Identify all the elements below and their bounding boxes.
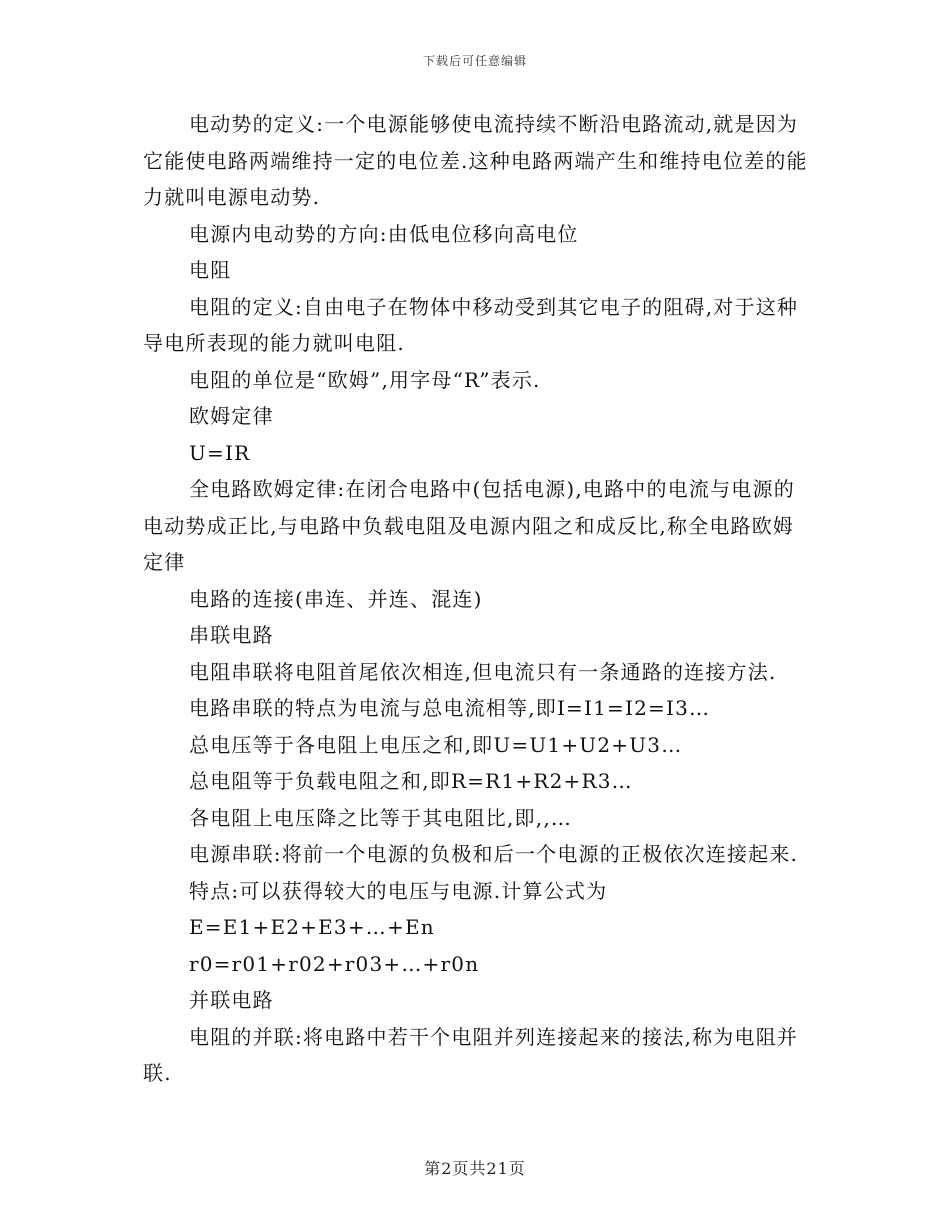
heading-ohms-law: 欧姆定律 xyxy=(189,404,274,428)
paragraph-series-resistor: 电阻串联将电阻首尾依次相连,但电流只有一条通路的连接方法. xyxy=(189,659,777,684)
paragraph-series-current: 电路串联的特点为电流与总电流相等,即I=I1=I2=I3… xyxy=(189,696,711,720)
formula-internal-resistance-sum: r0=r01+r02+r03+…+r0n xyxy=(189,951,480,976)
formula-emf-sum: E=E1+E2+E3+…+En xyxy=(189,915,435,939)
paragraph-emf-direction: 电源内电动势的方向:由低电位移向高电位 xyxy=(189,221,579,246)
paragraph-series-voltage-ratio: 各电阻上电压降之比等于其电阻比,即,,… xyxy=(189,805,573,830)
paragraph-full-circuit-ohms-law: 全电路欧姆定律:在闭合电路中(包括电源),电路中的电流与电源的电动势成正比,与电路中负载电阻及电源内阻之和成反比,称全电路欧姆定律 xyxy=(143,477,795,574)
heading-parallel-circuit: 并联电路 xyxy=(189,988,274,1012)
paragraph-series-resistance: 总电阻等于负载电阻之和,即R=R1+R2+R3… xyxy=(189,769,633,793)
page-footer: 第2页共21页 xyxy=(424,1159,526,1178)
heading-resistance: 电阻 xyxy=(189,258,232,282)
paragraph-series-voltage: 总电压等于各电阻上电压之和,即U=U1+U2+U3… xyxy=(189,732,683,757)
paragraph-series-source: 电源串联:将前一个电源的负极和后一个电源的正极依次连接起来. xyxy=(189,842,799,866)
formula-ohms-law: U=IR xyxy=(189,440,251,465)
document-body xyxy=(143,106,808,1092)
paragraph-series-source-feature: 特点:可以获得较大的电压与电源.计算公式为 xyxy=(189,878,608,903)
paragraph-resistance-definition: 电阻的定义:自由电子在物体中移动受到其它电子的阻碍,对于这种导电所表现的能力就叫电阻. xyxy=(143,294,799,355)
paragraph-resistance-unit: 电阻的单位是“欧姆”,用字母“R”表示. xyxy=(189,367,541,392)
paragraph-emf-definition: 电动势的定义:一个电源能够使电流持续不断沿电路流动,就是因为它能使电路两端维持一定的电位差.这种电路两端产生和维持电位差的能力就叫电源电动势. xyxy=(143,112,808,209)
paragraph-parallel-resistor: 电阻的并联:将电路中若干个电阻并列连接起来的接法,称为电阻并联. xyxy=(143,1024,799,1085)
heading-series-circuit: 串联电路 xyxy=(189,623,274,647)
page-header: 下载后可任意编辑 xyxy=(422,54,527,68)
heading-circuit-connection: 电路的连接(串连、并连、混连) xyxy=(189,586,483,611)
